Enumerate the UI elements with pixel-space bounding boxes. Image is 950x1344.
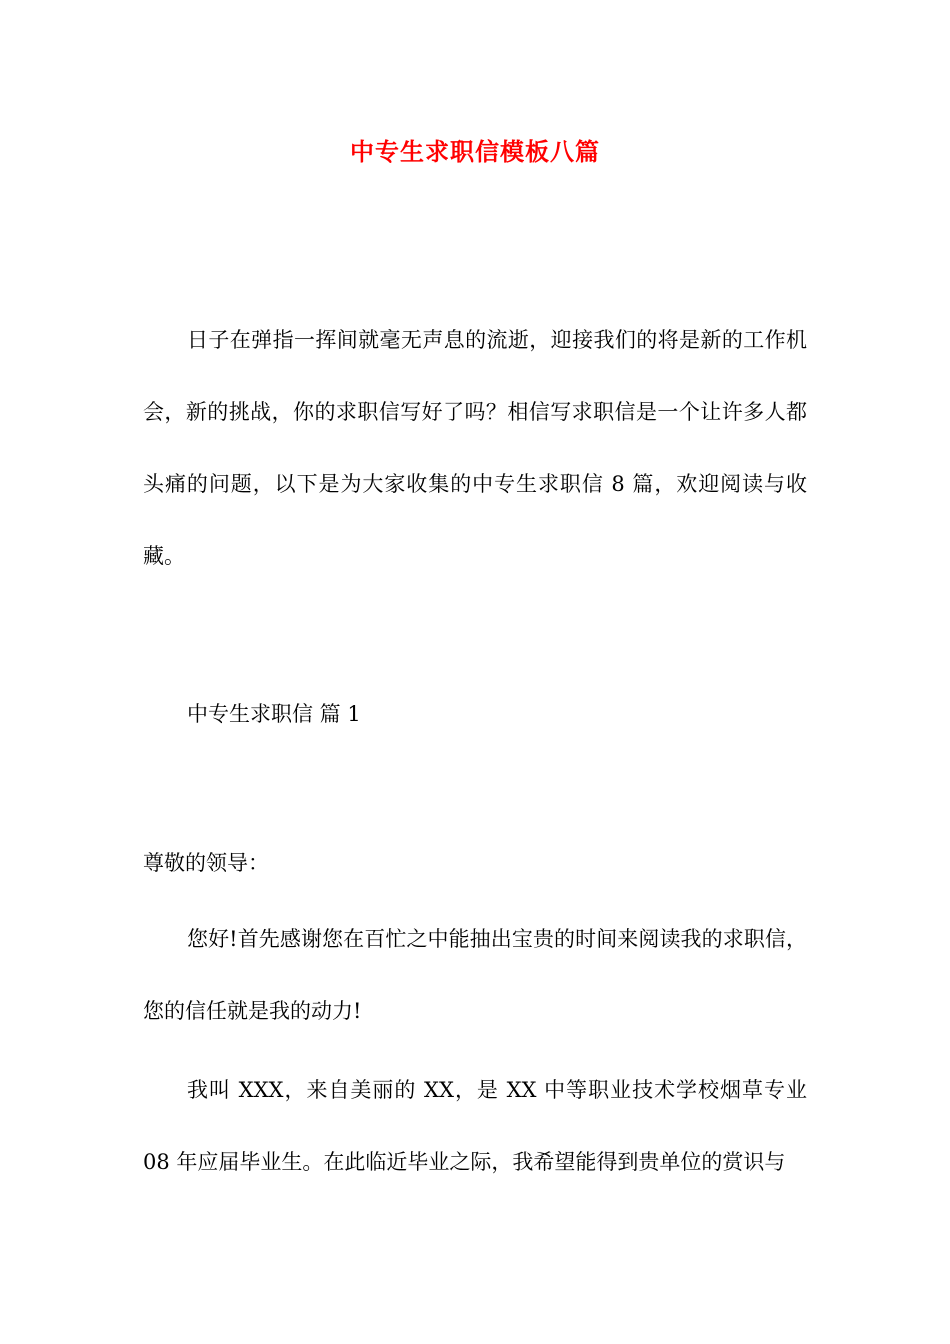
body-paragraph-2: 我叫 XXX，来自美丽的 XX，是 XX 中等职业技术学校烟草专业 08 年应届毕业生。在此临近毕业之际，我希望能得到贵单位的赏识与 bbox=[143, 1078, 807, 1174]
body-paragraph-1: 您好!首先感谢您在百忙之中能抽出宝贵的时间来阅读我的求职信，您的信任就是我的动力! bbox=[143, 927, 807, 1023]
intro-paragraph: 日子在弹指一挥间就毫无声息的流逝，迎接我们的将是新的工作机会，新的挑战，你的求职信写好了吗？相信写求职信是一个让许多人都头痛的问题，以下是为大家收集的中专生求职信 8 篇，欢迎阅读与收藏。 bbox=[143, 328, 807, 568]
salutation: 尊敬的领导： bbox=[143, 851, 269, 875]
section-heading: 中专生求职信 篇 1 bbox=[187, 702, 361, 726]
document-title: 中专生求职信模板八篇 bbox=[350, 138, 600, 166]
